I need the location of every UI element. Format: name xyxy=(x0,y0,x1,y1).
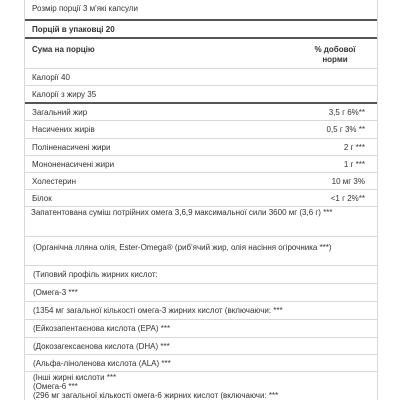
ingredients-note-row xyxy=(25,236,377,265)
servings-per-container-label: Порцій в упаковці 20 xyxy=(32,25,115,34)
nutrient-value: 3,5 г 6%** xyxy=(328,108,365,117)
omega3-row xyxy=(25,283,377,301)
calories-from-fat-row xyxy=(25,85,377,102)
table-header-row xyxy=(25,37,377,68)
nutrient-row-total-fat xyxy=(25,102,377,120)
omega3-note: (Омега-3 *** xyxy=(33,288,78,297)
serving-size-label: Розмір порції 3 м'які капсули xyxy=(32,4,138,13)
calories-label: Калорії 40 xyxy=(32,73,70,82)
omega6-total-note: (296 мг загальної кількості омега-6 жирних кислот (включаючи: *** xyxy=(33,391,279,400)
calories-from-fat-label: Калорії з жиру 35 xyxy=(32,90,97,99)
other-fatty-acids-row xyxy=(25,371,377,381)
epa-note: (Ейкозапентаєнова кислота (EPA) *** xyxy=(33,324,171,333)
blend-note: Запатентована суміш потрійних омега 3,6,9 максимальної сили 3600 мг (3,6 г) *** xyxy=(31,208,333,217)
nutrient-label: Білок xyxy=(32,194,52,203)
ingredients-note: (Органічна лляна олія, Ester-Omega® (риб'ячий жир, олія насіння огірочника ***) xyxy=(33,243,332,252)
nutrient-label: Мононенасичені жири xyxy=(32,160,115,169)
ala-note: (Альфа-ліноленова кислота (ALA) *** xyxy=(33,359,171,368)
servings-per-container-row xyxy=(25,19,377,37)
amount-per-serving-header: Сума на порцію xyxy=(32,45,95,54)
nutrient-label: Загальний жир xyxy=(32,108,88,117)
dha-row xyxy=(25,337,377,354)
omega3-total-note: (1354 мг загальної кількості омега-3 жирних кислот (включаючи: *** xyxy=(33,306,283,315)
serving-size-row xyxy=(25,0,377,19)
omega6-total-row xyxy=(25,391,377,400)
nutrient-label: Поліненасичені жири xyxy=(32,143,111,152)
daily-value-header: % добової норми xyxy=(314,45,356,64)
other-fatty-acids-note: (Інші жирні кислоти *** xyxy=(33,373,117,382)
nutrient-value: 1 г *** xyxy=(343,160,365,169)
calories-row xyxy=(25,68,377,85)
nutrient-value: 10 мг 3% xyxy=(331,177,365,186)
nutrient-label: Насичених жирів xyxy=(32,125,95,134)
nutrient-row-cholesterol xyxy=(25,172,377,189)
epa-row xyxy=(25,319,377,337)
nutrient-value: 0,5 г 3% ** xyxy=(326,125,365,134)
ala-row xyxy=(25,354,377,371)
nutrient-row-protein xyxy=(25,189,377,206)
nutrient-label: Холестерин xyxy=(32,177,76,186)
profile-note-row xyxy=(25,265,377,283)
nutrient-row-monounsaturated-fat xyxy=(25,155,377,172)
nutrient-row-polyunsaturated-fat xyxy=(25,138,377,155)
blend-note-row xyxy=(25,206,377,228)
omega3-total-row xyxy=(25,301,377,319)
omega6-row xyxy=(25,381,377,391)
nutrient-value: <1 г 2%** xyxy=(330,194,365,203)
profile-note: (Типовий профіль жирних кислот: xyxy=(33,270,158,279)
dha-note: (Докозагексаєнова кислота (DHA) *** xyxy=(33,342,170,351)
nutrient-value: 2 г *** xyxy=(343,143,365,152)
nutrient-row-saturated-fat xyxy=(25,120,377,138)
supplement-facts-panel xyxy=(24,0,378,400)
omega6-note: (Омега-6 *** xyxy=(33,382,78,391)
